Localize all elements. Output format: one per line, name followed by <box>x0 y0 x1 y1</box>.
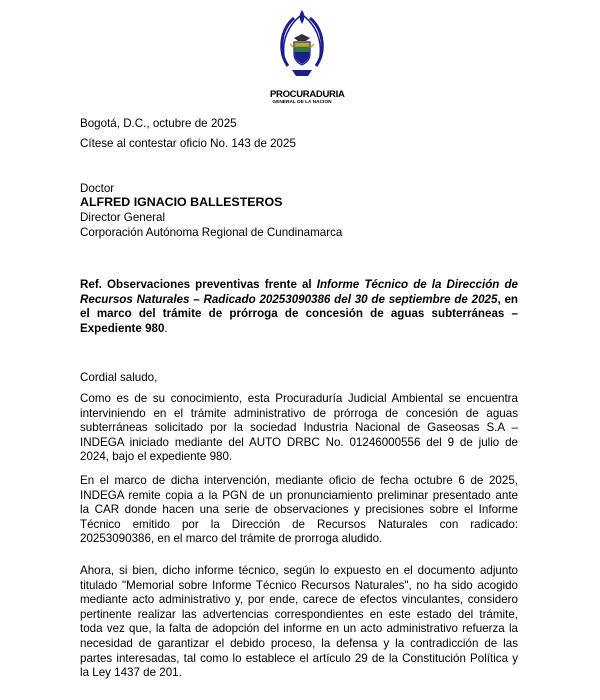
reference-block <box>80 278 518 336</box>
paragraph-line: mediante acto administrativo y, por ende, carece de efectos vinculantes, considero <box>80 593 518 607</box>
paragraph-line: 20253090386, en el marco del trámite de prorroga aludido. <box>80 532 383 546</box>
paragraph-line: subterráneas solicitado por la sociedad Industria Nacional de Gaseosas S.A – <box>80 421 518 435</box>
cite-line: Cítese al contestar oficio No. 143 de 2025 <box>80 137 296 150</box>
letterhead-logo <box>270 8 345 106</box>
date-line: Bogotá, D.C., octubre de 2025 <box>80 117 237 130</box>
paragraph-line: 2024, bajo el expediente 980. <box>80 450 233 464</box>
paragraph-2 <box>80 474 518 547</box>
paragraph-line: titulado "Memorial sobre Informe Técnico Recursos Naturales", no ha sido acogido <box>80 578 518 592</box>
reference-line1-b: Informe Técnico de la Dirección de <box>316 278 518 291</box>
paragraph-line: necesidad de garantizar el debido proceso, la defensa y la contradicción de las <box>80 636 518 650</box>
recipient-organization: Corporación Autónoma Regional de Cundinamarca <box>80 226 343 239</box>
recipient-salutation: Doctor <box>80 182 115 195</box>
paragraph-line: En el marco de dicha intervención, mediante oficio de fecha octubre 6 de 2025, <box>80 474 518 487</box>
org-subtitle: GENERAL DE LA NACION <box>272 100 332 105</box>
org-name: PROCURADURIA <box>270 89 345 100</box>
coat-of-arms-icon <box>278 8 326 88</box>
paragraph-line: la Ley 1437 de 201. <box>80 666 182 680</box>
paragraph-line: Ahora, si bien, dicho informe técnico, según lo expuesto en el documento adjunto <box>80 564 518 577</box>
paragraph-line: partes interesadas, tal como lo establece el artículo 29 de la Constitución Política y <box>80 651 518 665</box>
reference-line2-a: Recursos Naturales – Radicado 20253090386 del 30 de septiembre de 2025 <box>80 292 498 306</box>
paragraph-line: Técnico emitido por la Dirección de Recursos Naturales con radicado: <box>80 517 518 531</box>
recipient-name: ALFRED IGNACIO BALLESTEROS <box>80 195 283 209</box>
paragraph-1 <box>80 392 518 465</box>
paragraph-line: INDEGA iniciado mediante del AUTO DRBC No. 01246000556 del 9 de julio de <box>80 435 518 449</box>
paragraph-line: toda vez que, la falta de adopción del informe en un acto administrativo refuerza la <box>80 622 518 636</box>
paragraph-line: Como es de su conocimiento, esta Procuraduría Judicial Ambiental se encuentra <box>80 392 518 405</box>
reference-line4-a: Expediente 980 <box>80 321 165 335</box>
paragraph-line: la CAR donde hacen una serie de observaciones y precisiones sobre el Informe <box>80 503 518 517</box>
greeting: Cordial saludo, <box>80 371 158 384</box>
paragraph-line: interviniendo en el trámite administrativo de prórroga de concesión de aguas <box>80 406 518 420</box>
reference-line3: el marco del trámite de prórroga de concesión de aguas subterráneas – <box>80 307 518 321</box>
reference-line1-a: Ref. Observaciones preventivas frente al <box>80 278 317 291</box>
paragraph-line: INDEGA remite copia a la PGN de un pronunciamiento preliminar presentado ante <box>80 488 518 502</box>
reference-line4-b: . <box>164 321 168 335</box>
paragraph-3 <box>80 564 518 681</box>
recipient-title: Director General <box>80 211 166 224</box>
reference-line2-b: , en <box>497 292 518 306</box>
paragraph-line: pertinente realizar las advertencias correspondientes en este estado del trámite, <box>80 607 518 621</box>
